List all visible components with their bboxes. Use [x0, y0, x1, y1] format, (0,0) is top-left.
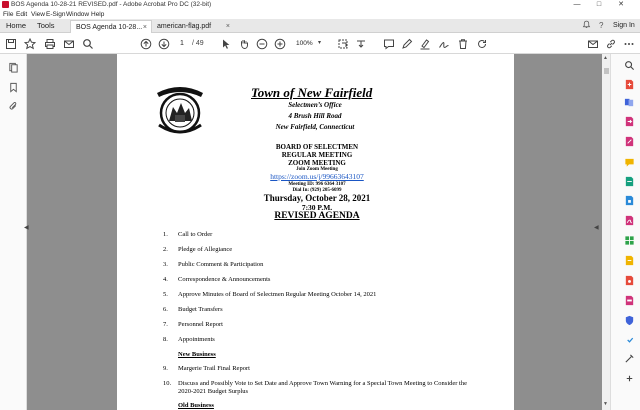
comment-icon[interactable]	[381, 36, 397, 51]
tab-document-label: american-flag.pdf	[157, 23, 212, 30]
address-line-1: 4 Brush Hill Road	[288, 112, 342, 120]
scan-ocr-icon[interactable]	[623, 175, 635, 187]
meeting-date: Thursday, October 28, 2021	[263, 193, 371, 203]
close-button[interactable]: ✕	[618, 1, 624, 8]
expand-left-panel-icon[interactable]: ◀	[24, 225, 29, 231]
tab-bar	[0, 19, 640, 33]
menu-file[interactable]: File	[3, 11, 14, 18]
scroll-down-arrow[interactable]: ▼	[603, 401, 608, 407]
page-thumbnails-icon[interactable]	[6, 60, 20, 74]
revised-agenda-heading: REVISED AGENDA	[274, 211, 360, 221]
fit-page-icon[interactable]	[335, 36, 351, 51]
organize-pages-icon[interactable]	[623, 234, 635, 246]
redact-icon[interactable]	[623, 294, 635, 306]
zoom-dropdown-caret[interactable]: ▾	[318, 40, 322, 46]
delete-icon[interactable]	[455, 36, 471, 51]
menu-help[interactable]: Help	[91, 11, 105, 18]
pen-icon[interactable]	[399, 36, 415, 51]
create-pdf-icon[interactable]	[623, 78, 635, 90]
town-seal-logo	[151, 83, 209, 135]
meeting-time: 7:30 P.M.	[301, 203, 333, 212]
more-tools-icon[interactable]	[623, 372, 635, 384]
print-production-icon[interactable]	[623, 352, 635, 364]
comment-tool-icon[interactable]	[623, 156, 635, 168]
tab-document-label: BOS Agenda 10-28...	[76, 24, 143, 31]
save-icon[interactable]	[3, 36, 19, 51]
more-icon[interactable]	[621, 36, 637, 51]
highlight-icon[interactable]	[417, 36, 433, 51]
minimize-button[interactable]: —	[573, 1, 581, 8]
scroll-mode-icon[interactable]	[353, 36, 369, 51]
compare-files-icon[interactable]	[623, 333, 635, 345]
send-for-review-icon[interactable]	[623, 254, 635, 266]
menu-bar	[0, 10, 640, 19]
pdf-page: Town of New Fairfield Selectmen’s Office 4 Brush Hill Road New Fairfield, Connecticut BOARD OF SELECTMEN REGULAR MEETING ZOOM MEETING Join Zoom Meeting https://zoom.us/j/99663643107 Meeting ID: 996 6364 3107 Dial In: (929) 205-6099 Thursday, October 28, 2021 7:30 P.M. REVISED AGENDA 1. Call to Order 2. Pledge of Allegiance 3. Public Comment & Participation 4. Correspondence & Announcements 5. Approve Minutes of Board of Selectmen Regular Meeting October 14, 2021 6. Budget Transfers 7. Personnel Report 8. Appointments New Business 9. Margerie Trail Final Report 10. Discuss and Possibly Vote to Set Date and Approve Town Warning for a Special Town Meeting to Consider the 2020-2021 Budget Surplus Old Business	[117, 54, 514, 410]
fill-sign-icon[interactable]	[623, 214, 635, 226]
combine-files-icon[interactable]	[623, 96, 635, 108]
help-icon[interactable]: ?	[599, 21, 604, 30]
tab-tools[interactable]: Tools	[37, 21, 55, 30]
stamp-icon[interactable]	[623, 274, 635, 286]
board-heading: BOARD OF SELECTMEN	[275, 143, 359, 151]
address-line-2: New Fairfield, Connecticut	[275, 123, 355, 131]
town-title: Town of New Fairfield	[251, 85, 373, 100]
meeting-id: Meeting ID: 996 6364 3107	[288, 182, 346, 187]
attachment-icon[interactable]	[6, 99, 20, 113]
close-tab-icon[interactable]: ×	[225, 23, 230, 30]
expand-right-panel-icon[interactable]: ◀	[594, 225, 599, 231]
sign-icon[interactable]	[436, 36, 452, 51]
zoom-meeting-heading: ZOOM MEETING	[288, 159, 346, 167]
bookmark-icon[interactable]	[6, 80, 20, 94]
scrollbar-thumb[interactable]	[604, 68, 609, 74]
menu-view[interactable]: View	[31, 11, 45, 18]
new-business-heading: New Business	[178, 351, 216, 358]
scroll-up-arrow[interactable]: ▲	[603, 55, 608, 61]
certificate-icon[interactable]	[623, 314, 635, 326]
zoom-in-icon[interactable]	[272, 36, 288, 51]
export-pdf-icon[interactable]	[623, 115, 635, 127]
office-name: Selectmen’s Office	[288, 101, 342, 109]
vertical-scrollbar[interactable]	[602, 54, 611, 410]
print-icon[interactable]	[42, 36, 58, 51]
window-title: BOS Agenda 10-28-21 REVISED.pdf - Adobe Acrobat Pro DC (32-bit)	[11, 1, 212, 8]
toolbar	[0, 33, 640, 54]
close-tab-icon[interactable]: ×	[142, 24, 147, 31]
search-icon[interactable]	[80, 36, 96, 51]
menu-edit[interactable]: Edit	[16, 11, 28, 18]
page-number-input[interactable]: 1	[180, 40, 184, 47]
dial-in: Dial In: (929) 205-6099	[292, 188, 342, 193]
hand-icon[interactable]	[236, 36, 252, 51]
page-total: / 49	[192, 40, 204, 47]
edit-pdf-icon[interactable]	[623, 135, 635, 147]
tab-document-american-flag[interactable]	[152, 20, 234, 33]
tab-home[interactable]: Home	[6, 21, 27, 30]
old-business-heading: Old Business	[178, 402, 214, 409]
menu-esign[interactable]: E-Sign	[46, 11, 66, 18]
star-icon[interactable]	[22, 36, 38, 51]
menu-window[interactable]: Window	[66, 11, 90, 18]
join-zoom-label: Join Zoom Meeting	[296, 167, 338, 172]
email-icon[interactable]	[585, 36, 601, 51]
bell-icon[interactable]	[582, 20, 591, 31]
title-bar	[0, 0, 640, 10]
zoom-out-icon[interactable]	[254, 36, 270, 51]
zoom-level-select[interactable]: 100%	[296, 40, 313, 47]
protect-icon[interactable]	[623, 194, 635, 206]
envelope-icon[interactable]	[61, 36, 77, 51]
zoom-meeting-link[interactable]: https://zoom.us/j/99663643107	[270, 172, 364, 181]
left-navigation-panel	[0, 54, 27, 410]
meeting-type: REGULAR MEETING	[281, 151, 353, 159]
search-tool-icon[interactable]	[623, 59, 635, 71]
acrobat-logo-icon	[2, 1, 9, 8]
link-icon[interactable]	[603, 36, 619, 51]
page-up-icon[interactable]	[138, 36, 154, 51]
maximize-button[interactable]: □	[596, 1, 602, 8]
rotate-icon[interactable]	[474, 36, 490, 51]
page-down-icon[interactable]	[156, 36, 172, 51]
sign-in-link[interactable]: Sign In	[613, 22, 635, 29]
tab-document-bos-agenda[interactable]	[70, 20, 152, 33]
select-cursor-icon[interactable]	[218, 36, 234, 51]
